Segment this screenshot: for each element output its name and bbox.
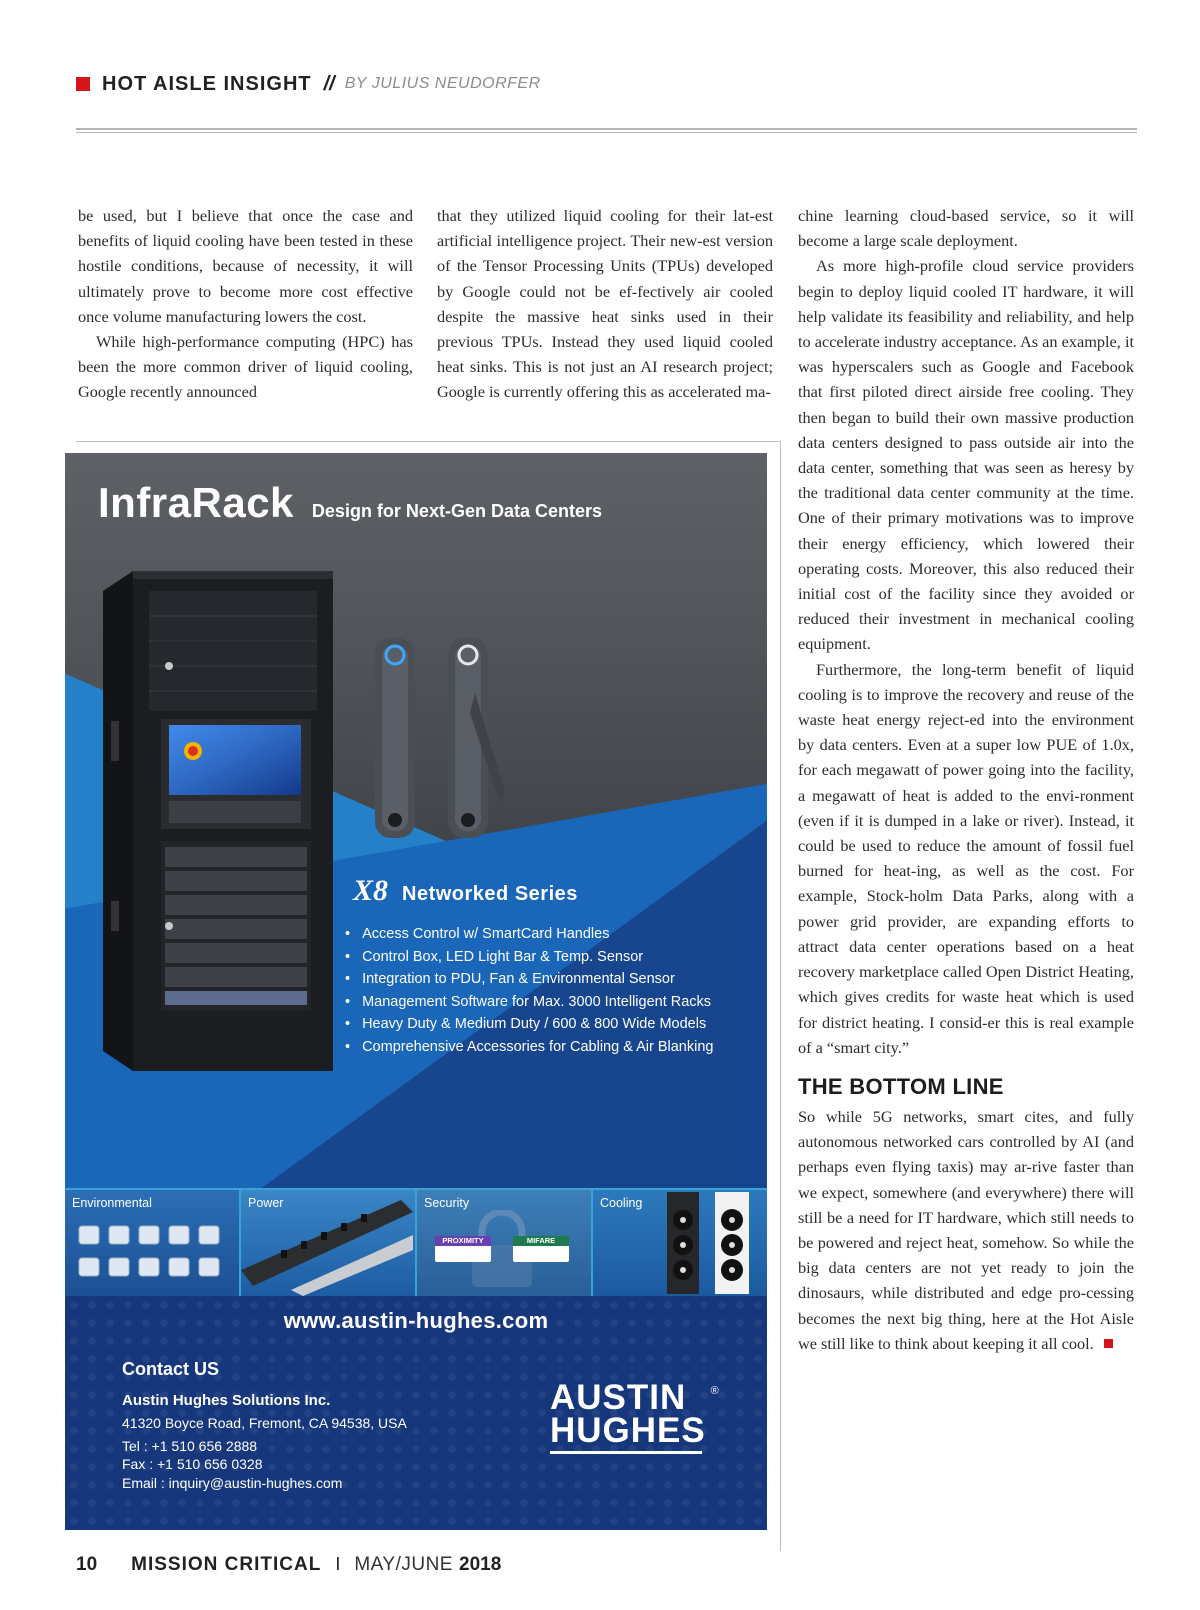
cooling-fan-icon	[667, 1190, 761, 1296]
section-title: HOT AISLE INSIGHT	[102, 72, 312, 95]
product-series	[353, 874, 578, 908]
paragraph-text: So while 5G networks, smart cites, and fully autonomous networked cars controlled by AI (and perhaps even flying taxis) may ar-rive faster than we expect, somewhere (and everywhere) there will still be a need for IT hardware, which still needs to be powered and reject heat, somehow. So while the big data centers are not yet ready to join the dinosaurs, while distributed and edge pro-cessing becomes the next big thing, here at the Hot Aisle we still like to think about keeping it all cool.	[798, 1106, 1134, 1353]
card-mifare	[513, 1236, 569, 1262]
page-footer	[76, 1554, 501, 1576]
list-item: • Control Box, LED Light Bar & Temp. Sensor	[345, 946, 713, 969]
card-proximity	[435, 1236, 491, 1262]
ad-contact-panel	[65, 1296, 767, 1530]
advertisement	[65, 453, 767, 1530]
company-name: Austin Hughes Solutions Inc.	[122, 1392, 331, 1409]
email: Email : inquiry@austin-hughes.com	[122, 1474, 343, 1491]
smartcard-handle-icon	[370, 633, 510, 863]
list-item: • Heavy Duty & Medium Duty / 600 & 800 Wide Models	[345, 1013, 713, 1036]
server-rack-icon	[103, 571, 333, 1071]
list-item: • Comprehensive Accessories for Cabling & Air Blanking	[345, 1036, 713, 1059]
paragraph: chine learning cloud-based service, so it will become a large scale deployment.	[798, 206, 1134, 251]
austin-hughes-logo	[550, 1378, 720, 1454]
category-label: Environmental	[72, 1196, 152, 1210]
pdu-strip-icon	[241, 1190, 413, 1296]
section-marker-icon	[76, 77, 90, 91]
header-rule	[76, 128, 1137, 130]
card-label: MIFARE	[513, 1236, 569, 1246]
series-name: Networked Series	[402, 883, 578, 905]
header-rule-thin	[76, 132, 1137, 133]
category-cooling	[593, 1190, 767, 1296]
paragraph: As more high-profile cloud service providers begin to deploy liquid cooled IT hardware, it will help validate its feasibility and reliability, and help to accelerate industry acceptance. As an example, it was hyperscalers such as Google and Facebook that first piloted direct airside free cooling. They then began to build their own massive production data centers designed to pass outside air into the data center, something that was seen as heresy by the traditional data center community at the time. One of their primary motivations was to improve their energy efficiency, which lowered their operating costs. Moreover, this also reduced their initial cost of the facility since they avoided or reduced their investment in mechanical cooling equipment.	[798, 256, 1134, 654]
page-number: 10	[76, 1554, 98, 1575]
end-mark-icon	[1104, 1339, 1113, 1348]
category-environmental	[65, 1190, 241, 1296]
magazine-name: MISSION CRITICAL	[131, 1554, 322, 1575]
fax: Fax : +1 510 656 0328	[122, 1456, 263, 1472]
registered-mark: ®	[710, 1385, 720, 1397]
issue-date: MAY/JUNE	[354, 1554, 453, 1575]
category-label: Cooling	[600, 1196, 643, 1210]
article-column-2	[437, 203, 773, 405]
byline: BY JULIUS NEUDORFER	[344, 75, 541, 92]
article-column-3	[798, 203, 1134, 1356]
paragraph: be used, but I believe that once the case and benefits of liquid cooling have been tested in these hostile conditions, because of necessity, it will ultimately prove to become more cost effective once volume manufacturing lowers the cost.	[78, 206, 413, 326]
environmental-sensors-icon	[77, 1222, 225, 1288]
ad-hero	[65, 453, 767, 1188]
series-prefix: X8	[353, 874, 389, 907]
category-power	[241, 1190, 417, 1296]
paragraph: While high-performance computing (HPC) has been the more common driver of liquid cooling, Google recently announced	[78, 332, 413, 402]
ad-brand: InfraRack	[98, 479, 294, 526]
contact-heading: Contact US	[122, 1359, 220, 1379]
ad-url: www.austin-hughes.com	[283, 1308, 549, 1333]
article-column-1	[78, 203, 413, 405]
list-item: • Management Software for Max. 3000 Intelligent Racks	[345, 991, 713, 1014]
ad-frame-top	[76, 441, 781, 442]
paragraph	[798, 1104, 1134, 1356]
logo-underline	[550, 1451, 702, 1454]
header-separator: //	[323, 72, 335, 95]
category-strip	[65, 1188, 767, 1298]
category-security	[417, 1190, 593, 1296]
address: 41320 Boyce Road, Fremont, CA 94538, USA	[122, 1415, 407, 1431]
phone: Tel : +1 510 656 2888	[122, 1437, 258, 1454]
category-label: Power	[248, 1196, 284, 1210]
logo-line: AUSTIN	[550, 1378, 687, 1417]
contact-block	[122, 1359, 407, 1492]
list-item: • Access Control w/ SmartCard Handles	[345, 923, 713, 946]
logo-line: HUGHES	[550, 1411, 706, 1450]
feature-list	[345, 923, 713, 1058]
issue-year: 2018	[459, 1554, 502, 1575]
ad-title	[98, 479, 602, 527]
ad-tagline: Design for Next-Gen Data Centers	[311, 501, 602, 521]
section-heading: THE BOTTOM LINE	[798, 1073, 1004, 1099]
list-item: • Integration to PDU, Fan & Environmental Sensor	[345, 968, 713, 991]
card-label: PROXIMITY	[435, 1236, 491, 1246]
category-label: Security	[424, 1196, 470, 1210]
paragraph: that they utilized liquid cooling for their lat-est artificial intelligence project. Their new-est version of the Tensor Processing Units (TPUs) developed by Google could not be ef-fectively air cooled despite the massive heat sinks used in their previous TPUs. Instead they used liquid cooled heat sinks. This is not just an AI research project; Google is currently offering this as accelerated ma-	[437, 206, 773, 402]
page-header	[76, 70, 541, 98]
footer-divider: I	[335, 1554, 341, 1574]
paragraph: Furthermore, the long-term benefit of liquid cooling is to improve the recovery and reuse of the waste heat energy reject-ed into the environment by data centers. Even at a super low PUE of 1.0x, for each megawatt of power going into the facility, a megawatt of heat is added to the envi-ronment (even if it is dumped in a lake or river). Instead, it could be used to reduce the amount of fossil fuel burned for heat-ing, as well as the cost. For example, Stock-holm Data Parks, along with a power grid provider, are expanding efforts to attract data center operations based on a heat recovery marketplace called Open District Heating, which gives credits for waste heat which is used for district heating. I consid-er this is real example of a “smart city.”	[798, 659, 1134, 1057]
ad-frame-right	[780, 441, 781, 1551]
